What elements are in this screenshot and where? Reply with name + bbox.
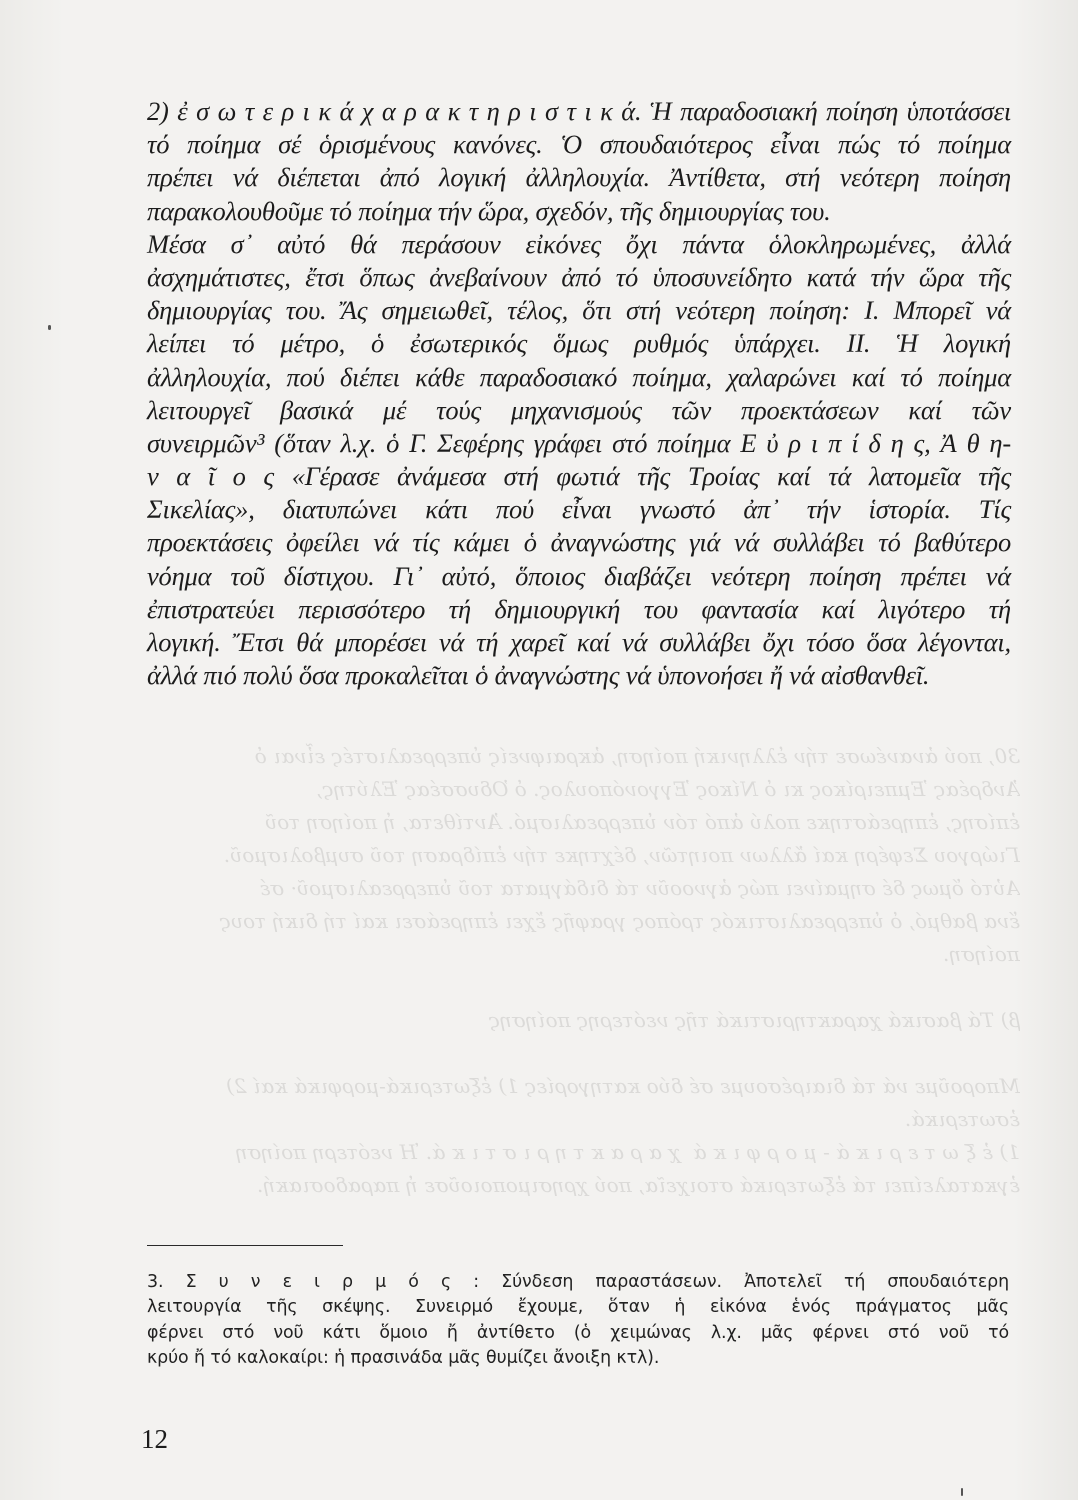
text-line: λειτουργεῖ βασικά μέ τούς μηχανισμούς τῶν προεκτάσεων καί τῶν [147,394,1011,425]
text-line: Μέσα σ᾽ αὐτό θά περάσουν εἰκόνες ὄχι πάντα ὁλοκληρωμένες, ἀλλά [147,228,1011,259]
text-line: ἀλλά πιό πολύ ὅσα προκαλεῖται ὁ ἀναγνώστης νά ὑπονοήσει ἤ νά αἰσθανθεῖ. [147,660,930,691]
text-line: λογική. Ἔτσι θά μπορέσει νά τή χαρεῖ καί νά συλλάβει ὄχι τόσο ὅσα λέγονται, [147,627,1011,657]
text-line: λείπει τό μέτρο, ὁ ἐσωτερικός ὅμως ρυθμός ὑπάρχει. ΙΙ. Ἡ λογική [147,328,1011,359]
text-line: παρακολουθοῦμε τό ποίημα τήν ὥρα, σχεδόν, τῆς δημιουργίας του. [147,195,831,226]
text-line: συνειρμῶν³ (ὅταν λ.χ. ὁ Γ. Σεφέρης γράφει στό ποίημα Ε ὐ ρ ι π ί δ η ς, Ἀ θ η- [147,427,1011,458]
text-line: ἀσχημάτιστες, ἔτσι ὅπως ἀνεβαίνουν ἀπό τό ὑποσυνείδητο κατά τήν ὥρα τῆς [147,261,1011,292]
scan-speck [961,1488,963,1496]
footnote-separator [147,1245,343,1246]
text-line: πρέπει νά διέπεται ἀπό λογική ἀλληλουχία. Ἀντίθετα, στή νεότερη ποίηση [147,162,1011,193]
footnote-line: κρύο ἤ τό καλοκαίρι: ἡ πρασινάδα μᾶς θυμίζει ἄνοιξη κτλ). [147,1348,660,1369]
text-line: δημιουργίας του. Ἄς σημειωθεῖ, τέλος, ὅτι στή νεότερη ποίηση: Ι. Μπορεῖ νά [147,295,1011,326]
footnote-line: φέρνει στό νοῦ κάτι ὅμοιο ἤ ἀντίθετο (ὁ χειμώνας λ.χ. μᾶς φέρνει στό νοῦ τό [147,1322,1009,1343]
main-paragraph [147,95,1011,692]
footnote [147,1270,1009,1372]
page-number: 12 [141,1424,168,1454]
show-through-reverse-page: 30, πού ἀνανέωσε τήν ἑλληνική ποίηση, ἀκραιφνείς ὑπερρεαλιστές εἶναι ὁ Ἀνδρέας Ἐμπειρίκος κι ὁ Νίκος Ἐγγονόπουλος. ὁ Ὀδυσσέας Ἐλύτης, ἐπίσης, ἐπηρεάστηκε πολύ ἀπό τόν ὑπερρεαλισμό. Ἀντίθετα, ἡ ποίηση τοῦ Γιώργου Σεφέρη καί ἄλλων ποιητῶν, δέχτηκε τήν ἐπίδραση τοῦ συμβολισμοῦ. Αὐτό ὅμως δέ σημαίνει πώς ἀγνοοῦν τά διδάγματα τοῦ ὑπερρεαλισμοῦ· σέ ἕνα βαθμό, ὁ ὑπερρεαλιστικός τρόπος γραφῆς ἔχει ἐπηρεάσει καί τή δική τους ποίηση. β) Τά βασικά χαρακτηριστικά τῆς νεότερης ποίησης Μποροῦμε νά τά διαιρέσουμε σέ δύο κατηγορίες 1) ἐξωτερικά-μορφικά καί 2) ἐσωτερικά. 1) ἐ ξ ω τ ε ρ ι κ ά - μ ο ρ φ ι κ ά χ α ρ α κ τ η ρ ι σ τ ι κ ά. Ἡ νεότερη ποίηση ἐγκαταλείπει τά ἐξωτερικά στοιχεῖα, πού χρησιμοποιοῦσε ἡ παραδοσιακή. [219,744,1020,1197]
text-line: τό ποίημα σέ ὁρισμένους κανόνες. Ὁ σπουδαιότερος εἶναι πώς τό ποίημα [147,129,1011,160]
text-line: 2) ἐ σ ω τ ε ρ ι κ ά χ α ρ α κ τ η ρ ι σ τ ι κ ά. Ἡ παραδοσιακή ποίηση ὑποτάσσει [147,96,1011,126]
text-line: ν α ῖ ο ς «Γέρασε ἀνάμεσα στή φωτιά τῆς Τροίας καί τά λατομεῖα τῆς [147,461,1011,492]
text-line: ἐπιστρατεύει περισσότερο τή δημιουργική του φαντασία καί λιγότερο τή [147,593,1011,624]
text-line: Σικελίας», διατυπώνει κάτι πού εἶναι γνωστό ἀπ᾽ τήν ἱστορία. Τίς [147,494,1011,525]
text-line: νόημα τοῦ δίστιχου. Γι᾽ αὐτό, ὅποιος διαβάζει νεότερη ποίηση πρέπει νά [147,560,1011,591]
footnote-line: λειτουργία τῆς σκέψης. Συνειρμό ἔχουμε, ὅταν ἡ εἰκόνα ἑνός πράγματος μᾶς [147,1297,1009,1318]
text-line: προεκτάσεις ὀφείλει νά τίς κάμει ὁ ἀναγνώστης γιά νά συλλάβει τό βαθύτερο [147,527,1011,558]
footnote-line: 3. Σ υ ν ε ι ρ μ ό ς : Σύνδεση παραστάσεων. Ἀποτελεῖ τή σπουδαιότερη [147,1272,1009,1292]
scan-speck [48,325,51,330]
text-line: ἀλληλουχία, πού διέπει κάθε παραδοσιακό ποίημα, χαλαρώνει καί τό ποίημα [147,361,1011,392]
